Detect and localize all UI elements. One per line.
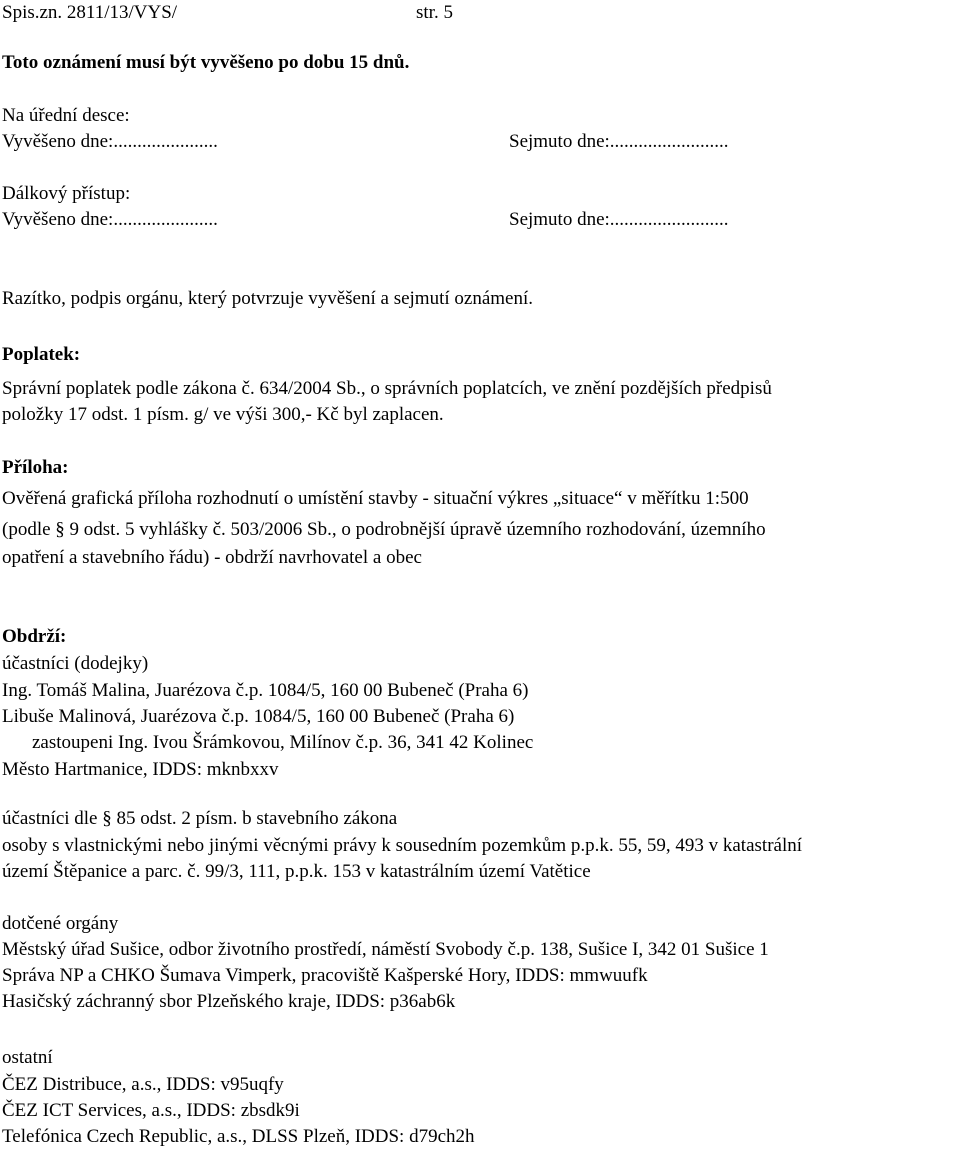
others-label: ostatní — [2, 1047, 53, 1068]
official-removed-field: Sejmuto dne:......................... — [509, 131, 729, 152]
authorities-label: dotčené orgány — [2, 913, 119, 934]
authority-item: Městský úřad Sušice, odbor životního prostředí, náměstí Svobody č.p. 138, Sušice I, 342 01 Sušice 1 — [2, 939, 769, 960]
stamp-signature-note: Razítko, podpis orgánu, který potvrzuje vyvěšení a sejmutí oznámení. — [2, 288, 533, 309]
town-recipient: Město Hartmanice, IDDS: mknbxxv — [2, 759, 279, 780]
remote-removed-field: Sejmuto dne:......................... — [509, 209, 729, 230]
attachment-heading: Příloha: — [2, 457, 69, 478]
attachment-text-line-1: Ověřená grafická příloha rozhodnutí o umístění stavby - situační výkres „situace“ v měřítku 1:500 — [2, 488, 749, 509]
fee-text-line-2: položky 17 odst. 1 písm. g/ ve výši 300,- Kč byl zaplacen. — [2, 404, 444, 425]
other-recipient-item: ČEZ ICT Services, a.s., IDDS: zbsdk9i — [2, 1100, 300, 1121]
section85-text-line-1: osoby s vlastnickými nebo jinými věcnými právy k sousedním pozemkům p.p.k. 55, 59, 493 v katastrální — [2, 835, 803, 856]
official-posted-field: Vyvěšeno dne:...................... — [2, 131, 218, 152]
page-number: str. 5 — [416, 2, 453, 23]
authority-item: Správa NP a CHKO Šumava Vimperk, pracoviště Kašperské Hory, IDDS: mmwuufk — [2, 965, 648, 986]
other-recipient-item: Telefónica Czech Republic, a.s., DLSS Plzeň, IDDS: d79ch2h — [2, 1126, 475, 1147]
attachment-text-line-2: (podle § 9 odst. 5 vyhlášky č. 503/2006 Sb., o podrobnější úpravě územního rozhodování, územního — [2, 519, 766, 540]
remote-access-label: Dálkový přístup: — [2, 183, 131, 204]
fee-text-line-1: Správní poplatek podle zákona č. 634/2004 Sb., o správních poplatcích, ve znění pozdějších předpisů — [2, 378, 772, 399]
posting-notice: Toto oznámení musí být vyvěšeno po dobu 15 dnů. — [2, 52, 410, 73]
attachment-text-line-3: opatření a stavebního řádu) - obdrží navrhovatel a obec — [2, 547, 422, 568]
representative-item: zastoupeni Ing. Ivou Šrámkovou, Milínov č.p. 36, 341 42 Kolinec — [32, 732, 534, 753]
section85-label: účastníci dle § 85 odst. 2 písm. b stavebního zákona — [2, 808, 398, 829]
remote-posted-field: Vyvěšeno dne:...................... — [2, 209, 218, 230]
section85-text-line-2: území Štěpanice a parc. č. 99/3, 111, p.p.k. 153 v katastrálním území Vatětice — [2, 861, 591, 882]
other-recipient-item: ČEZ Distribuce, a.s., IDDS: v95uqfy — [2, 1074, 284, 1095]
official-board-label: Na úřední desce: — [2, 105, 130, 126]
participant-item: Ing. Tomáš Malina, Juarézova č.p. 1084/5, 160 00 Bubeneč (Praha 6) — [2, 680, 529, 701]
authority-item: Hasičský záchranný sbor Plzeňského kraje, IDDS: p36ab6k — [2, 991, 456, 1012]
participant-item: Libuše Malinová, Juarézova č.p. 1084/5, 160 00 Bubeneč (Praha 6) — [2, 706, 515, 727]
fee-heading: Poplatek: — [2, 344, 81, 365]
participants-label: účastníci (dodejky) — [2, 653, 149, 674]
recipients-heading: Obdrží: — [2, 626, 67, 647]
document-reference: Spis.zn. 2811/13/VYS/ — [2, 2, 178, 23]
